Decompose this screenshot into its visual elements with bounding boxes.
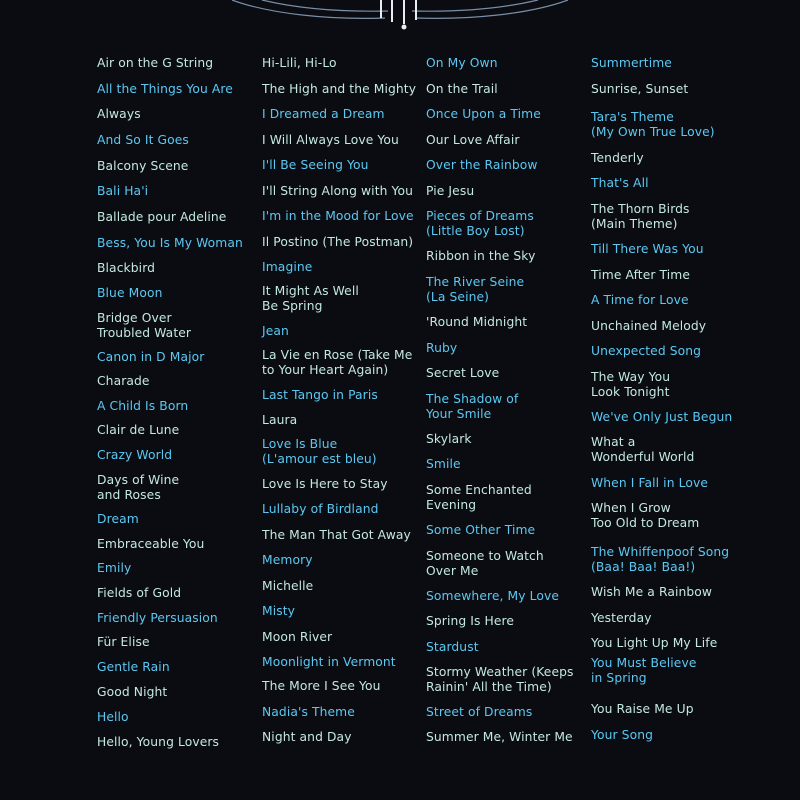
- song-title-line: to Your Heart Again): [262, 363, 389, 377]
- song-title: [426, 341, 586, 356]
- song-title-line: Your Song: [591, 728, 653, 742]
- song-title: [97, 236, 257, 251]
- song-title-line: Moon River: [262, 630, 333, 644]
- song-title: [426, 392, 586, 422]
- song-title-line: Last Tango in Paris: [262, 388, 378, 402]
- song-title-line: Balcony Scene: [97, 159, 189, 173]
- song-title-line: Clair de Lune: [97, 423, 180, 437]
- song-title: [97, 611, 257, 626]
- song-title-line: Spring Is Here: [426, 614, 515, 628]
- song-title: [591, 501, 751, 531]
- song-title-line: Canon in D Major: [97, 350, 205, 364]
- song-title: [262, 82, 422, 97]
- song-title: [97, 586, 257, 601]
- song-title: [262, 158, 422, 173]
- song-title: [591, 545, 751, 575]
- song-title: [591, 176, 751, 191]
- song-title-line: You Light Up My Life: [591, 636, 718, 650]
- song-title: [262, 133, 422, 148]
- song-title-line: Michelle: [262, 579, 314, 593]
- song-title: [426, 366, 586, 381]
- song-title: [426, 56, 586, 71]
- song-title: [591, 344, 751, 359]
- song-title-line: When I Fall in Love: [591, 476, 708, 490]
- song-title: [426, 483, 586, 513]
- song-title-line: The River Seine: [426, 275, 525, 289]
- song-title-line: Wonderful World: [591, 450, 695, 464]
- song-title: [426, 158, 586, 173]
- song-title-line: (Main Theme): [591, 217, 678, 231]
- song-title-line: Sunrise, Sunset: [591, 82, 689, 96]
- song-title: [97, 635, 257, 650]
- song-title-line: We've Only Just Begun: [591, 410, 733, 424]
- song-title: [426, 315, 586, 330]
- song-title-line: Skylark: [426, 432, 472, 446]
- song-title-line: Our Love Affair: [426, 133, 520, 147]
- song-title: [591, 82, 751, 97]
- song-title: [262, 324, 422, 339]
- song-title-line: Smile: [426, 457, 461, 471]
- song-title-line: Bess, You Is My Woman: [97, 236, 243, 250]
- song-title-line: Look Tonight: [591, 385, 670, 399]
- song-title-line: Troubled Water: [97, 326, 192, 340]
- song-title-line: Be Spring: [262, 299, 323, 313]
- song-title-line: I'll Be Seeing You: [262, 158, 369, 172]
- song-title: [97, 561, 257, 576]
- song-title-line: Summertime: [591, 56, 672, 70]
- song-title: [97, 133, 257, 148]
- song-title: [97, 261, 257, 276]
- song-title: [262, 604, 422, 619]
- song-title-line: The Whiffenpoof Song: [591, 545, 730, 559]
- song-title: [591, 268, 751, 283]
- song-title: [97, 399, 257, 414]
- song-title: [591, 656, 751, 686]
- song-title: [97, 710, 257, 725]
- song-title-line: Ruby: [426, 341, 458, 355]
- song-title: [262, 679, 422, 694]
- song-title: [262, 705, 422, 720]
- song-title-line: Il Postino (The Postman): [262, 235, 414, 249]
- song-title: [262, 209, 422, 224]
- song-title-line: Some Enchanted: [426, 483, 532, 497]
- song-title: [262, 235, 422, 250]
- song-title: [591, 585, 751, 600]
- song-title: [97, 512, 257, 527]
- song-title-line: Time After Time: [591, 268, 691, 282]
- song-title-line: When I Grow: [591, 501, 671, 515]
- song-title-line: (La Seine): [426, 290, 490, 304]
- song-title-line: The High and the Mighty: [262, 82, 417, 96]
- song-title-line: It Might As Well: [262, 284, 359, 298]
- song-title: [591, 476, 751, 491]
- song-title-line: Jean: [262, 324, 289, 338]
- song-title-line: Pieces of Dreams: [426, 209, 534, 223]
- song-title: [426, 432, 586, 447]
- song-title-line: On the Trail: [426, 82, 498, 96]
- song-title-line: A Child Is Born: [97, 399, 189, 413]
- song-title: [97, 660, 257, 675]
- song-title-line: What a: [591, 435, 636, 449]
- song-title: [262, 528, 422, 543]
- song-title: [262, 437, 422, 467]
- song-title-line: I'm in the Mood for Love: [262, 209, 414, 223]
- song-title: [262, 630, 422, 645]
- song-title-line: On My Own: [426, 56, 498, 70]
- song-title-line: Someone to Watch: [426, 549, 544, 563]
- song-title: [591, 728, 751, 743]
- song-title-line: Summer Me, Winter Me: [426, 730, 573, 744]
- song-title-line: Unchained Melody: [591, 319, 707, 333]
- song-title-line: in Spring: [591, 671, 647, 685]
- song-title-line: (My Own True Love): [591, 125, 715, 139]
- song-title-line: Tenderly: [591, 151, 644, 165]
- song-title-line: Once Upon a Time: [426, 107, 541, 121]
- song-title: [97, 448, 257, 463]
- song-title: [97, 685, 257, 700]
- song-title-line: Rainin' All the Time): [426, 680, 552, 694]
- song-title: [97, 735, 257, 750]
- song-title-line: Till There Was You: [591, 242, 704, 256]
- song-title-line: Crazy World: [97, 448, 173, 462]
- song-title-line: Always: [97, 107, 141, 121]
- song-title-line: I Dreamed a Dream: [262, 107, 385, 121]
- song-title: [97, 159, 257, 174]
- song-title: [591, 110, 751, 140]
- song-title-line: A Time for Love: [591, 293, 689, 307]
- song-title-line: Your Smile: [426, 407, 492, 421]
- song-title: [97, 210, 257, 225]
- song-title-line: Unexpected Song: [591, 344, 702, 358]
- song-title: [591, 611, 751, 626]
- song-title: [426, 184, 586, 199]
- song-title-line: All the Things You Are: [97, 82, 233, 96]
- song-title-line: Pie Jesu: [426, 184, 475, 198]
- song-title: [426, 133, 586, 148]
- song-title-line: Dream: [97, 512, 139, 526]
- song-title-line: Street of Dreams: [426, 705, 533, 719]
- song-title-line: Laura: [262, 413, 298, 427]
- song-title-line: Misty: [262, 604, 296, 618]
- song-title: [426, 82, 586, 97]
- song-title-line: (Baa! Baa! Baa!): [591, 560, 696, 574]
- song-title: [97, 82, 257, 97]
- song-title: [97, 56, 257, 71]
- song-title: [426, 665, 586, 695]
- song-title-line: That's All: [591, 176, 649, 190]
- song-title: [97, 311, 257, 341]
- song-title: [262, 184, 422, 199]
- song-title: [262, 477, 422, 492]
- song-title-line: Tara's Theme: [591, 110, 674, 124]
- song-title: [591, 370, 751, 400]
- song-title-line: The More I See You: [262, 679, 381, 693]
- song-title-line: Stormy Weather (Keeps: [426, 665, 574, 679]
- song-title-line: (Little Boy Lost): [426, 224, 525, 238]
- song-title-line: Some Other Time: [426, 523, 536, 537]
- song-title-line: I'll String Along with You: [262, 184, 414, 198]
- song-title: [262, 730, 422, 745]
- song-title-line: Ballade pour Adeline: [97, 210, 227, 224]
- song-title: [262, 56, 422, 71]
- song-title-line: Friendly Persuasion: [97, 611, 218, 625]
- song-title: [262, 553, 422, 568]
- song-title: [97, 537, 257, 552]
- song-title-line: Love Is Here to Stay: [262, 477, 388, 491]
- song-title: [591, 636, 751, 651]
- song-title-line: Bali Ha'i: [97, 184, 149, 198]
- song-title-line: Imagine: [262, 260, 313, 274]
- song-title-line: Bridge Over: [97, 311, 172, 325]
- song-title: [591, 410, 751, 425]
- song-title-line: Good Night: [97, 685, 168, 699]
- song-title: [591, 242, 751, 257]
- song-title-line: Ribbon in the Sky: [426, 249, 536, 263]
- song-title-line: The Man That Got Away: [262, 528, 411, 542]
- song-title-line: Somewhere, My Love: [426, 589, 560, 603]
- song-title-line: Moonlight in Vermont: [262, 655, 396, 669]
- song-title: [262, 388, 422, 403]
- song-title-line: You Must Believe: [591, 656, 697, 670]
- song-title-line: Wish Me a Rainbow: [591, 585, 713, 599]
- song-title-line: Blue Moon: [97, 286, 163, 300]
- song-title-line: Over Me: [426, 564, 479, 578]
- song-title: [97, 184, 257, 199]
- song-title-line: Hello, Young Lovers: [97, 735, 220, 749]
- song-title: [262, 502, 422, 517]
- song-title: [426, 457, 586, 472]
- song-title: [262, 413, 422, 428]
- song-title: [262, 655, 422, 670]
- song-title-line: Hello: [97, 710, 129, 724]
- song-title: [426, 705, 586, 720]
- song-title-line: Nadia's Theme: [262, 705, 355, 719]
- song-title: [97, 423, 257, 438]
- song-title: [97, 473, 257, 503]
- song-title: [426, 249, 586, 264]
- song-title-line: Charade: [97, 374, 150, 388]
- song-title-line: Too Old to Dream: [591, 516, 700, 530]
- song-title: [97, 374, 257, 389]
- song-title: [426, 107, 586, 122]
- song-title-line: Emily: [97, 561, 132, 575]
- song-title: [262, 107, 422, 122]
- song-title-line: Over the Rainbow: [426, 158, 538, 172]
- song-title: [591, 435, 751, 465]
- song-title-line: and Roses: [97, 488, 161, 502]
- scroll-ornament-icon: [0, 0, 800, 40]
- song-title-line: Love Is Blue: [262, 437, 338, 451]
- song-title: [591, 319, 751, 334]
- song-title: [426, 209, 586, 239]
- song-title: [97, 286, 257, 301]
- song-title: [591, 702, 751, 717]
- song-title: [97, 350, 257, 365]
- song-title: [97, 107, 257, 122]
- song-title: [262, 579, 422, 594]
- song-title-line: Blackbird: [97, 261, 156, 275]
- song-title: [591, 56, 751, 71]
- song-title: [426, 549, 586, 579]
- song-title: [426, 589, 586, 604]
- song-title-line: (L'amour est bleu): [262, 452, 377, 466]
- song-title-line: Secret Love: [426, 366, 500, 380]
- song-title-line: Air on the G String: [97, 56, 214, 70]
- song-title: [591, 293, 751, 308]
- song-title: [591, 202, 751, 232]
- song-title: [426, 730, 586, 745]
- song-title-line: The Shadow of: [426, 392, 519, 406]
- song-title-line: You Raise Me Up: [591, 702, 694, 716]
- song-title-line: 'Round Midnight: [426, 315, 528, 329]
- song-title-line: Night and Day: [262, 730, 352, 744]
- song-title: [426, 523, 586, 538]
- song-title: [426, 275, 586, 305]
- song-title-line: And So It Goes: [97, 133, 189, 147]
- song-title-line: The Thorn Birds: [591, 202, 690, 216]
- song-title-line: I Will Always Love You: [262, 133, 399, 147]
- song-title-line: Yesterday: [591, 611, 652, 625]
- song-title-line: Fields of Gold: [97, 586, 182, 600]
- song-title: [426, 614, 586, 629]
- song-title-line: Stardust: [426, 640, 479, 654]
- song-title: [262, 284, 422, 314]
- song-title: [591, 151, 751, 166]
- song-title: [262, 260, 422, 275]
- song-title-line: Gentle Rain: [97, 660, 170, 674]
- song-title-line: Evening: [426, 498, 477, 512]
- song-title-line: Lullaby of Birdland: [262, 502, 379, 516]
- song-title-line: Für Elise: [97, 635, 150, 649]
- song-title: [426, 640, 586, 655]
- song-title-line: La Vie en Rose (Take Me: [262, 348, 413, 362]
- song-title-line: Days of Wine: [97, 473, 180, 487]
- song-title-line: The Way You: [591, 370, 671, 384]
- song-title: [262, 348, 422, 378]
- song-title-line: Hi-Lili, Hi-Lo: [262, 56, 337, 70]
- song-title-line: Memory: [262, 553, 313, 567]
- song-title-line: Embraceable You: [97, 537, 205, 551]
